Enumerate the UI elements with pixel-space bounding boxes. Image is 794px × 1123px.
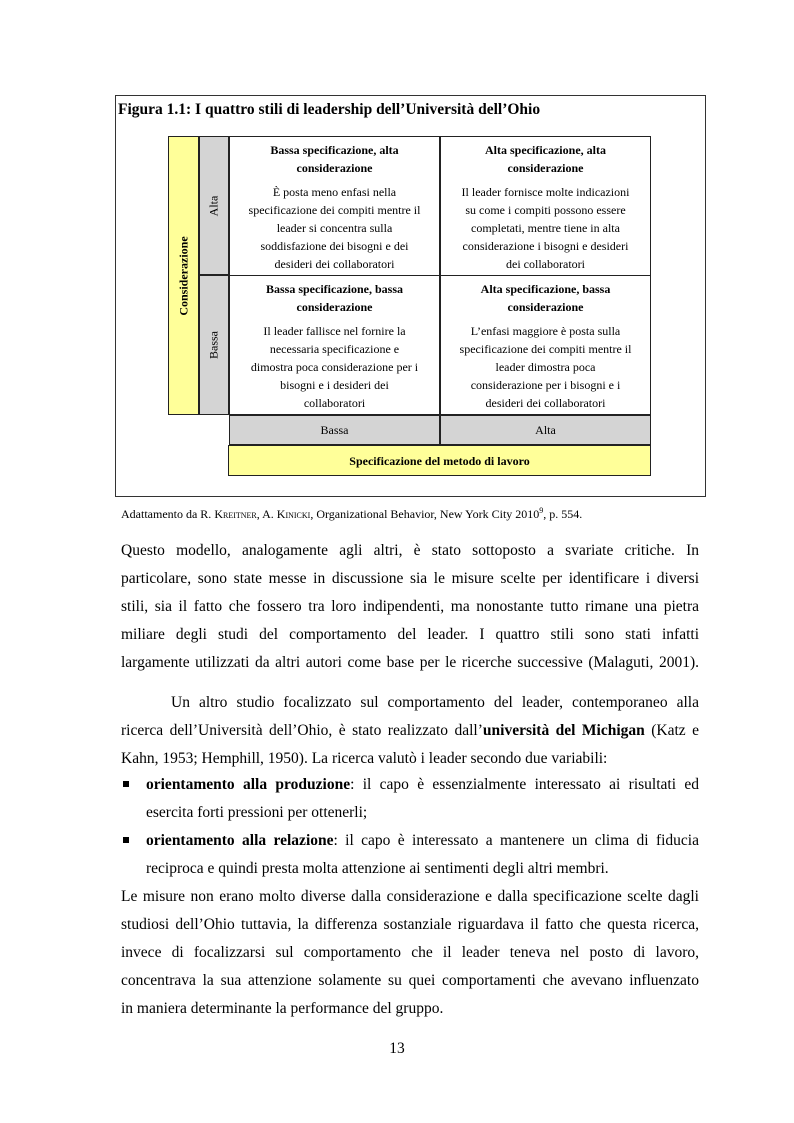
desc-line: leader dimostra poca: [495, 360, 596, 374]
caption-text: , Organizational Behavior, New York City 2010: [310, 507, 540, 521]
paragraph-3: [121, 883, 699, 1023]
y-level-high: Alta: [206, 195, 221, 216]
desc-line: È posta meno enfasi nella: [272, 185, 397, 199]
quadrant-bottom-left: [229, 275, 440, 415]
desc-line: su come i compiti possono essere: [465, 203, 626, 217]
desc-line: considerazione per i bisogni e i: [470, 378, 621, 392]
quadrant-top-right: [440, 136, 651, 276]
desc-line: dimostra poca considerazione per i: [250, 360, 419, 374]
text-line: concentrava la sua attenzione solamente su quei comportamenti che avevano influenzato: [121, 972, 699, 989]
text-line: invece di focalizzarsi sul comportamento che il leader teneva nel posto di lavoro,: [121, 944, 699, 961]
text-run: ricerca dell’Università dell’Ohio, è stato realizzato dall’: [121, 722, 483, 739]
text-line: stili, sia il fatto che fossero tra loro indipendenti, ma nonostante tutto rimane una pietra: [121, 598, 699, 615]
bullet-square-icon: [123, 837, 129, 843]
text-bold: orientamento alla produzione: [146, 776, 351, 793]
text-line: miliare degli studi del comportamento del leader. I quattro stili sono stati infatti: [121, 626, 699, 643]
y-level-high-cell: [199, 136, 229, 275]
text-run: (Katz e: [644, 722, 700, 739]
paragraph-2: [121, 689, 699, 773]
y-level-low: Bassa: [206, 331, 221, 359]
text-bold: università del Michigan: [482, 722, 645, 739]
desc-line: considerazione i bisogni e desideri: [462, 239, 629, 253]
text-line: in maniera determinante la performance del gruppo.: [121, 1000, 444, 1017]
y-level-low-cell: [199, 275, 229, 415]
desc-line: Il leader fallisce nel fornire la: [263, 324, 406, 338]
desc-line: soddisfazione dei bisogni e dei: [260, 239, 409, 253]
text-line: Un altro studio focalizzato sul comportamento del leader, contemporaneo alla: [171, 694, 699, 711]
caption-author: Kreitner: [214, 507, 257, 521]
desc-line: completati, mentre tiene in alta: [471, 221, 620, 235]
text-line: reciproca e quindi presta molta attenzione ai sentimenti degli altri membri.: [146, 860, 609, 877]
desc-line: collaboratori: [303, 396, 366, 410]
text-line: studiosi dell’Ohio tuttavia, la differenza sostanziale riguardava il fatto che questa ricerca,: [121, 916, 699, 933]
text-line: [146, 827, 699, 855]
caption-footnote-ref: 9: [539, 506, 544, 515]
text-line: particolare, sono state messe in discussione sia le misure scelte per identificare i diversi: [121, 570, 699, 587]
desc-line: bisogni e i desideri dei: [280, 378, 389, 392]
text-line: Kahn, 1953; Hemphill, 1950). La ricerca valutò i leader secondo due variabili:: [121, 750, 608, 767]
quadrant-title: Alta specificazione, alta considerazione: [485, 143, 606, 175]
desc-line: necessaria specificazione e: [269, 342, 400, 356]
quadrant-title: Bassa specificazione, bassa considerazione: [265, 282, 403, 314]
quadrant-description: [441, 316, 650, 412]
text-line: esercita forti pressioni per ottenerli;: [146, 804, 368, 821]
quadrant-title: Alta specificazione, bassa considerazione: [480, 282, 611, 314]
desc-line: specificazione dei compiti mentre il: [248, 203, 421, 217]
bullet-text: [146, 771, 699, 827]
desc-line: Il leader fornisce molte indicazioni: [461, 185, 630, 199]
y-axis-label-cell: [168, 136, 199, 415]
text-run: : il capo è essenzialmente interessato ai risultati ed: [350, 776, 699, 793]
caption-text: , p. 554.: [543, 507, 583, 521]
quadrant-title: Bassa specificazione, alta considerazione: [270, 143, 399, 175]
bullet-text: [146, 827, 699, 883]
desc-line: leader si concentra sulla: [276, 221, 393, 235]
quadrant-bottom-right: [440, 275, 651, 415]
text-bold: orientamento alla relazione: [146, 832, 334, 849]
quadrant-top-left: [229, 136, 440, 276]
bullet-square-icon: [123, 781, 129, 787]
text-line: [121, 717, 699, 745]
y-axis-label: Considerazione: [176, 235, 190, 316]
figure-caption: [121, 506, 582, 522]
text-line: Le misure non erano molto diverse dalla considerazione e dalla specificazione scelte dagli: [121, 888, 699, 905]
text-line: [146, 771, 699, 799]
quadrant-description: [230, 177, 439, 273]
text-line: largamente utilizzati da altri autori come base per le ricerche successive (Malaguti, 2001).: [121, 654, 699, 671]
text-run: : il capo è interessato a mantenere un clima di fiducia: [333, 832, 699, 849]
quadrant-description: [230, 316, 439, 412]
x-level-low: Bassa: [229, 415, 440, 445]
figure-title: Figura 1.1: I quattro stili di leadership dell’Università dell’Ohio: [118, 101, 541, 118]
desc-line: desideri dei collaboratori: [274, 257, 395, 271]
caption-prefix: Adattamento da R.: [121, 507, 215, 521]
page-number: 13: [389, 1040, 405, 1057]
desc-line: dei collaboratori: [506, 257, 585, 271]
desc-line: specificazione dei compiti mentre il: [459, 342, 632, 356]
x-axis-label: Specificazione del metodo di lavoro: [228, 445, 651, 476]
caption-text: , A.: [256, 507, 277, 521]
caption-author: Kinicki: [276, 507, 311, 521]
quadrant-description: [441, 177, 650, 273]
text-line: Questo modello, analogamente agli altri, è stato sottoposto a svariate critiche. In: [121, 542, 699, 559]
x-level-high: Alta: [440, 415, 651, 445]
desc-line: desideri dei collaboratori: [485, 396, 606, 410]
paragraph-1: [121, 537, 699, 677]
desc-line: L’enfasi maggiore è posta sulla: [470, 324, 621, 338]
